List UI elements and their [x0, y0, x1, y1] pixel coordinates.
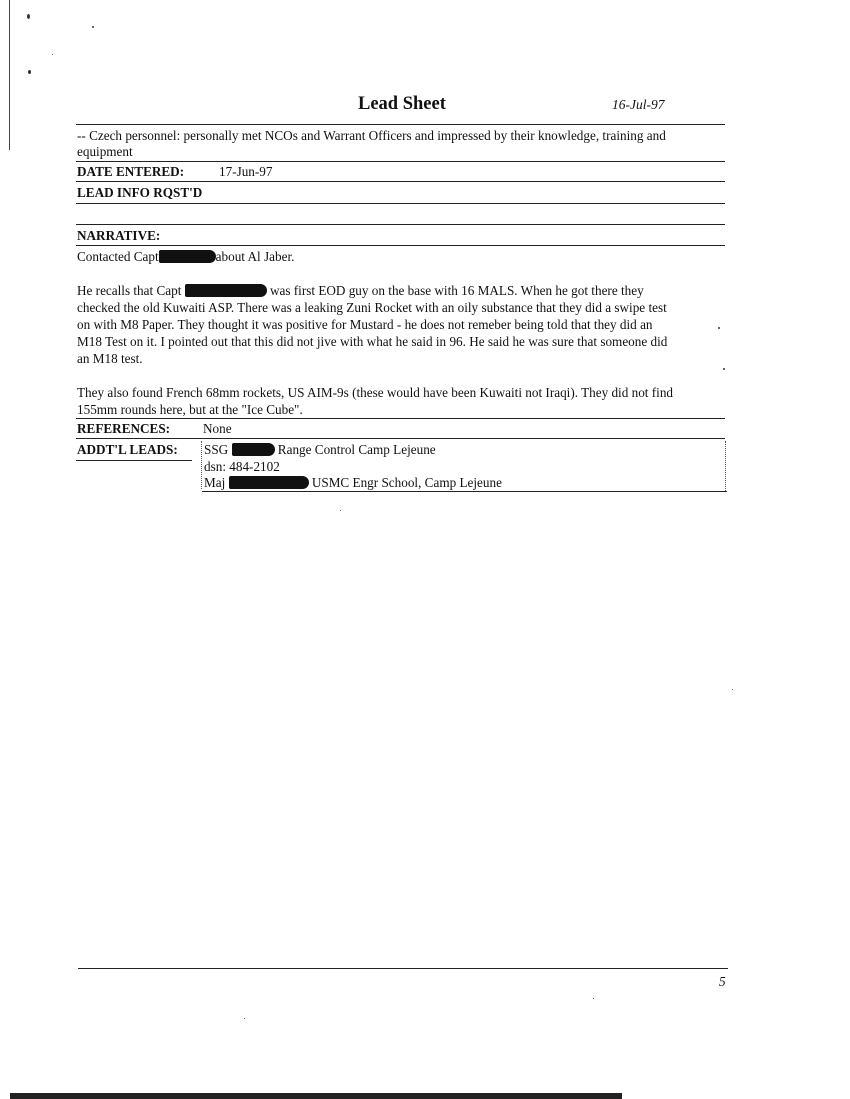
scan-speck [718, 327, 720, 329]
redaction-bar [159, 250, 216, 263]
lead-1-phone: dsn: 484-2102 [204, 459, 280, 474]
rule-under-lead-info [76, 203, 725, 204]
references-value: None [203, 421, 232, 436]
narrative-p1-line-3: on with M8 Paper. They thought it was positive for Mustard - he does not remeber being told that they did an [77, 317, 653, 332]
rule-under-date [76, 181, 725, 182]
redaction-bar [229, 476, 309, 489]
p1-line1-prefix: He recalls that Capt [77, 283, 182, 298]
contacted-suffix: about Al Jaber. [215, 249, 295, 264]
narrative-p2-line-2: 155mm rounds here, but at the "Ice Cube". [77, 402, 303, 417]
narrative-label: NARRATIVE: [77, 228, 161, 243]
lead1-rank: SSG [204, 442, 229, 457]
p1-line1-suffix: was first EOD guy on the base with 16 MALS. When he got there they [269, 283, 644, 298]
narrative-p2-line-1: They also found French 68mm rockets, US AIM-9s (these would have been Kuwaiti not Iraqi). They did not find [77, 385, 674, 400]
narrative-p1-line-1 [77, 282, 644, 299]
addtl-leads-label: ADDT'L LEADS: [77, 442, 178, 457]
scan-bottom-edge [10, 1093, 622, 1099]
scan-speck [52, 54, 53, 55]
scan-speck [340, 510, 341, 511]
header-date: 16-Jul-97 [612, 97, 665, 112]
rule-under-summary [76, 161, 725, 162]
rule-under-header [76, 124, 725, 125]
rule-under-references [76, 438, 725, 439]
rule-under-narrative [76, 245, 725, 246]
footer-rule [78, 968, 728, 969]
scan-speck [28, 70, 31, 74]
lead-1 [204, 441, 436, 458]
leads-column-edge [201, 441, 203, 489]
narrative-contacted-line [77, 248, 294, 265]
lead-info-label: LEAD INFO RQST'D [77, 185, 203, 200]
redaction-bar [232, 443, 275, 456]
rule-above-references [76, 418, 725, 419]
date-entered-label: DATE ENTERED: [77, 164, 185, 179]
scan-speck [27, 14, 30, 19]
lead2-rank: Maj [204, 475, 226, 490]
page-title: Lead Sheet [358, 94, 446, 114]
rule-end-of-leads [202, 491, 727, 492]
lead2-detail: USMC Engr School, Camp Lejeune [311, 475, 502, 490]
rule-gap [76, 224, 725, 225]
references-label: REFERENCES: [77, 421, 171, 436]
scan-speck [732, 689, 733, 690]
left-margin-line [9, 0, 10, 150]
narrative-p1-line-5: an M18 test. [77, 351, 143, 366]
narrative-p1-line-4: M18 Test on it. I pointed out that this did not jive with what he said in 96. He said he was sure that someone did [77, 334, 668, 349]
scan-speck [723, 368, 725, 370]
scan-speck [92, 26, 94, 28]
narrative-p1-line-2: checked the old Kuwaiti ASP. There was a leaking Zuni Rocket with an oily substance that they did a swipe test [77, 300, 667, 315]
scan-speck [593, 998, 594, 999]
rule-under-addtl-label [76, 460, 192, 461]
leads-right-edge [725, 441, 727, 491]
lead-2 [204, 474, 502, 491]
contacted-prefix: Contacted Capt [77, 249, 159, 264]
page-number: 5 [719, 974, 726, 989]
summary-line-2: equipment [77, 144, 133, 159]
redaction-bar [185, 284, 267, 297]
scan-speck [244, 1018, 245, 1019]
date-entered-value: 17-Jun-97 [219, 164, 273, 179]
summary-line-1: -- Czech personnel: personally met NCOs and Warrant Officers and impressed by their knowledge, training and [77, 128, 666, 143]
lead1-detail: Range Control Camp Lejeune [277, 442, 436, 457]
